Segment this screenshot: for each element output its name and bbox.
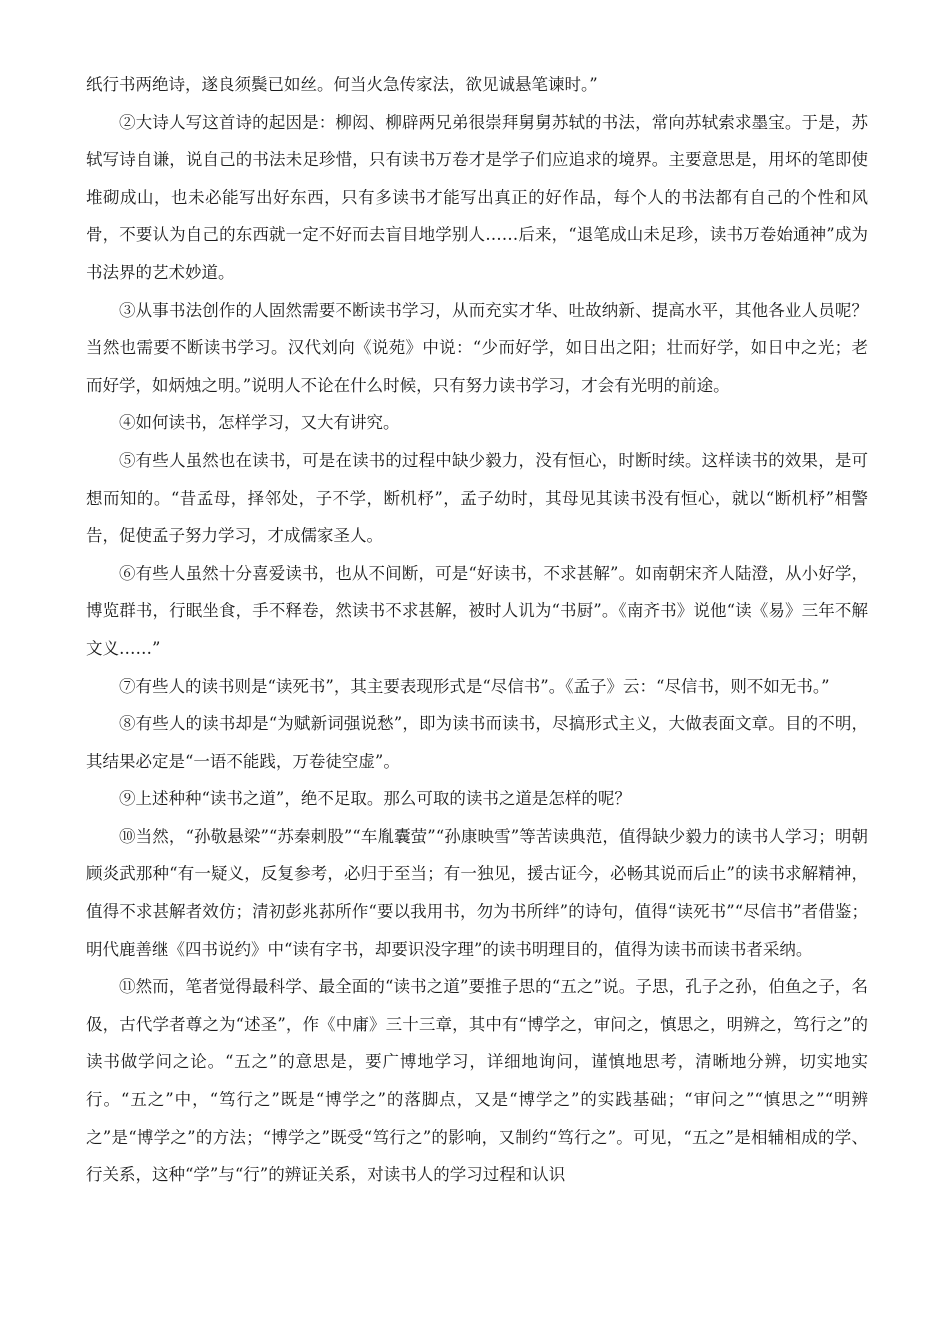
paragraph-10: ⑩当然，“孙敬悬梁”“苏秦刺股”“车胤囊萤”“孙康映雪”等苦读典范，值得缺少毅力的读书人学习；明朝顾炎武那种“有一疑义，反复参考，必归于至当；有一独见，援古证今，必畅其说而后止”的读书求解精神，值得不求甚解者效仿；清初彭兆荪所作“要以我用书，勿为书所绊”的诗句，值得“读死书”“尽信书”者借鉴；明代鹿善继《四书说约》中“读有字书，却要识没字理”的读书明理目的，值得为读书而读书者采纳。 <box>86 826 868 959</box>
paragraph-7: ⑦有些人的读书则是“读死书”，其主要表现形式是“尽信书”。《孟子》云：“尽信书，则不如无书。” <box>119 676 830 696</box>
paragraph-9: ⑨上述种种“读书之道”，绝不足取。那么可取的读书之道是怎样的呢？ <box>119 789 631 809</box>
document-page <box>86 66 868 1194</box>
paragraph-4: ④如何读书，怎样学习，又大有讲究。 <box>119 413 400 433</box>
paragraph-11: ⑪然而，笔者觉得最科学、最全面的“读书之道”要推子思的“五之”说。子思，孔子之孙，伯鱼之子，名伋，古代学者尊之为“述圣”，作《中庸》三十三章，其中有“博学之，审问之，慎思之，明辨之，笃行之”的读书做学问之论。“五之”的意思是，要广博地学习，详细地询问，谨慎地思考，清晰地分辨，切实地实行。“五之”中，“笃行之”既是“博学之”的落脚点，又是“博学之”的实践基础；“审问之”“慎思之”“明辨之”是“博学之”的方法；“博学之”既受“笃行之”的影响，又制约“笃行之”。可见，“五之”是相辅相成的学、行关系，这种“学”与“行”的辨证关系，对读书人的学习过程和认识 <box>86 977 868 1185</box>
paragraph-5: ⑤有些人虽然也在读书，可是在读书的过程中缺少毅力，没有恒心，时断时续。这样读书的效果，是可想而知的。“昔孟母，择邻处，子不学，断机杼”，孟子幼时，其母见其读书没有恒心，就以“断机杼”相警告，促使孟子努力学习，才成儒家圣人。 <box>86 450 868 546</box>
paragraph-6: ⑥有些人虽然十分喜爱读书，也从不间断，可是“好读书，不求甚解”。如南朝宋齐人陆澄，从小好学，博览群书，行眠坐食，手不释卷，然读书不求甚解，被时人讥为“书厨”。《南齐书》说他“读《易》三年不解文义……” <box>86 563 868 658</box>
paragraph-continuation: 纸行书两绝诗，遂良须鬓已如丝。何当火急传家法，欲见诚悬笔谏时。” <box>86 75 598 94</box>
paragraph-3: ③从事书法创作的人固然需要不断读书学习，从而充实才华、吐故纳新、提高水平，其他各业人员呢？当然也需要不断读书学习。汉代刘向《说苑》中说：“少而好学，如日出之阳；壮而好学，如日中之光；老而好学，如炳烛之明。”说明人不论在什么时候，只有努力读书学习，才会有光明的前途。 <box>86 300 868 395</box>
paragraph-2: ②大诗人写这首诗的起因是：柳闳、柳辟两兄弟很崇拜舅舅苏轼的书法，常向苏轼索求墨宝。于是，苏轼写诗自谦，说自己的书法未足珍惜，只有读书万卷才是学子们应追求的境界。主要意思是，用坏的笔即使堆砌成山，也未必能写出好东西，只有多读书才能写出真正的好作品，每个人的书法都有自己的个性和风骨，不要认为自己的东西就一定不好而去盲目地学别人……后来，“退笔成山未足珍，读书万卷始通神”成为书法界的艺术妙道。 <box>86 112 868 282</box>
paragraph-8: ⑧有些人的读书却是“为赋新词强说愁”，即为读书而读书，尽搞形式主义，大做表面文章。目的不明，其结果必定是“一语不能践，万卷徒空虚”。 <box>86 714 868 771</box>
